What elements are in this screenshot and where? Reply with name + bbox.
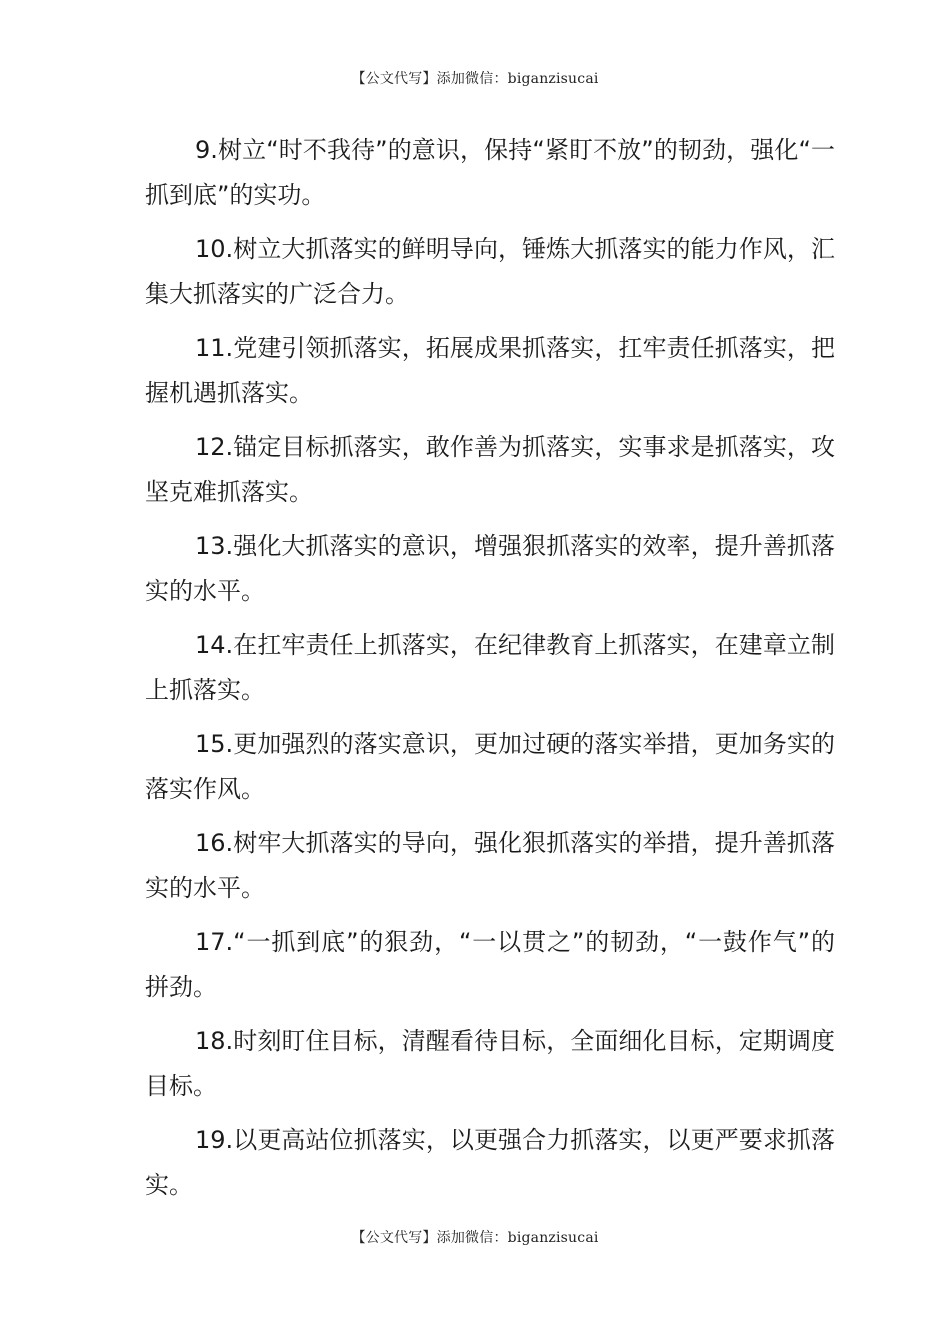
page-footer: 【公文代写】添加微信：biganzisucai bbox=[351, 1230, 599, 1246]
paragraph-13: 13.强化大抓落实的意识，增强狠抓落实的效率，提升善抓落实的水平。 bbox=[145, 532, 835, 605]
paragraph-14: 14.在扛牢责任上抓落实，在纪律教育上抓落实，在建章立制上抓落实。 bbox=[145, 631, 835, 704]
paragraph-16: 16.树牢大抓落实的导向，强化狠抓落实的举措，提升善抓落实的水平。 bbox=[145, 829, 835, 902]
document-body bbox=[145, 128, 835, 1217]
paragraph-17: 17.“一抓到底”的狠劲，“一以贯之”的韧劲，“一鼓作气”的拼劲。 bbox=[145, 928, 835, 1001]
page-header: 【公文代写】添加微信：biganzisucai bbox=[351, 71, 599, 87]
paragraph-15: 15.更加强烈的落实意识，更加过硬的落实举措，更加务实的落实作风。 bbox=[145, 730, 835, 803]
paragraph-18: 18.时刻盯住目标，清醒看待目标，全面细化目标，定期调度目标。 bbox=[145, 1027, 835, 1100]
paragraph-9: 9.树立“时不我待”的意识，保持“紧盯不放”的韧劲，强化“一抓到底”的实功。 bbox=[145, 136, 835, 209]
paragraph-19: 19.以更高站位抓落实，以更强合力抓落实，以更严要求抓落实。 bbox=[145, 1126, 835, 1199]
paragraph-12: 12.锚定目标抓落实，敢作善为抓落实，实事求是抓落实，攻坚克难抓落实。 bbox=[145, 433, 835, 506]
paragraph-11: 11.党建引领抓落实，拓展成果抓落实，扛牢责任抓落实，把握机遇抓落实。 bbox=[145, 334, 835, 407]
paragraph-10: 10.树立大抓落实的鲜明导向，锤炼大抓落实的能力作风，汇集大抓落实的广泛合力。 bbox=[145, 235, 835, 308]
